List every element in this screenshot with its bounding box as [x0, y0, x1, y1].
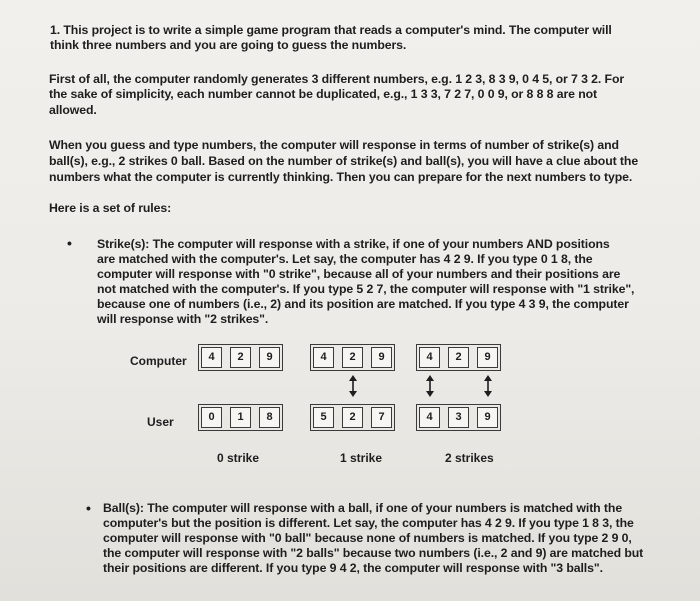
user-digit-cell: 8: [259, 407, 280, 428]
text-line: computer will response with "0 ball" because none of numbers is matched. If you type 2 9 0,: [103, 531, 632, 545]
user-digit-cell: 9: [477, 407, 498, 428]
computer-digit-cell: 4: [313, 347, 334, 368]
double-arrow-icon: [425, 375, 435, 397]
double-arrow-icon: [483, 375, 493, 397]
text-line: computer's but the position is different. Let say, the computer has 4 2 9. If you type 1 8 3, the: [103, 516, 634, 530]
user-digit-cell: 5: [313, 407, 334, 428]
result-label: 1 strike: [340, 451, 383, 465]
computer-digit-cell: 4: [419, 347, 440, 368]
computer-digit-cell: 2: [230, 347, 251, 368]
computer-digit-cell: 9: [259, 347, 280, 368]
computer-digit-cell: 2: [342, 347, 363, 368]
computer-digit-cell: 9: [371, 347, 392, 368]
bullet-icon: •: [67, 235, 72, 251]
user-digit-cell: 1: [230, 407, 251, 428]
text-line: allowed.: [49, 103, 97, 117]
computer-digit-cell: 4: [201, 347, 222, 368]
user-digit-cell: 4: [419, 407, 440, 428]
user-digit-cell: 2: [342, 407, 363, 428]
text-line: are matched with the computer's. Let say, the computer has 4 2 9. If you type 0 1 8, the: [97, 252, 593, 266]
computer-row-label: Computer: [130, 354, 187, 368]
text-line: 1. This project is to write a simple game program that reads a computer's mind. The computer will: [50, 23, 612, 37]
text-line: Ball(s): The computer will response with a ball, if one of your numbers is matched with the: [103, 501, 623, 515]
text-line: numbers what the computer is currently thinking. Then you can prepare for the next numbers to type.: [49, 170, 633, 184]
text-line: think three numbers and you are going to guess the numbers.: [50, 38, 407, 52]
user-digit-cell: 0: [201, 407, 222, 428]
text-line: computer will response with "0 strike", because all of your numbers and their positions are: [97, 267, 621, 281]
text-line: First of all, the computer randomly generates 3 different numbers, e.g. 1 2 3, 8 3 9, 0 4 5, or 7 3 2. For: [49, 72, 625, 86]
text-line: will response with "2 strikes".: [97, 312, 269, 326]
text-line: Strike(s): The computer will response with a strike, if one of your numbers AND positions: [97, 237, 610, 251]
user-digit-cell: 3: [448, 407, 469, 428]
text-line: their positions are different. If you type 9 4 2, the computer will response with "3 balls".: [103, 561, 603, 575]
text-line: When you guess and type numbers, the computer will response in terms of number of strike(s) and: [49, 138, 619, 152]
text-line: the sake of simplicity, each number cannot be duplicated, e.g., 1 3 3, 7 2 7, 0 0 9, or 8 8 8 are not: [49, 87, 598, 101]
computer-digit-cell: 2: [448, 347, 469, 368]
text-line: not matched with the computer's. If you type 5 2 7, the computer will response with "1 strike",: [97, 282, 635, 296]
user-row-label: User: [147, 415, 174, 429]
result-label: 0 strike: [217, 451, 260, 465]
computer-digit-cell: 9: [477, 347, 498, 368]
text-line: ball(s), e.g., 2 strikes 0 ball. Based on the number of strike(s) and ball(s), you will have a clue about the: [49, 154, 639, 168]
result-label: 2 strikes: [445, 451, 494, 465]
text-line: the computer will response with "2 balls" because two numbers (i.e., 2 and 9) are matched but: [103, 546, 644, 560]
user-digit-cell: 7: [371, 407, 392, 428]
text-line: because one of numbers (i.e., 2) and its position are matched. If you type 4 3 9, the computer: [97, 297, 629, 311]
bullet-icon: •: [86, 500, 91, 516]
rules-heading: Here is a set of rules:: [49, 201, 172, 215]
double-arrow-icon: [348, 375, 358, 397]
